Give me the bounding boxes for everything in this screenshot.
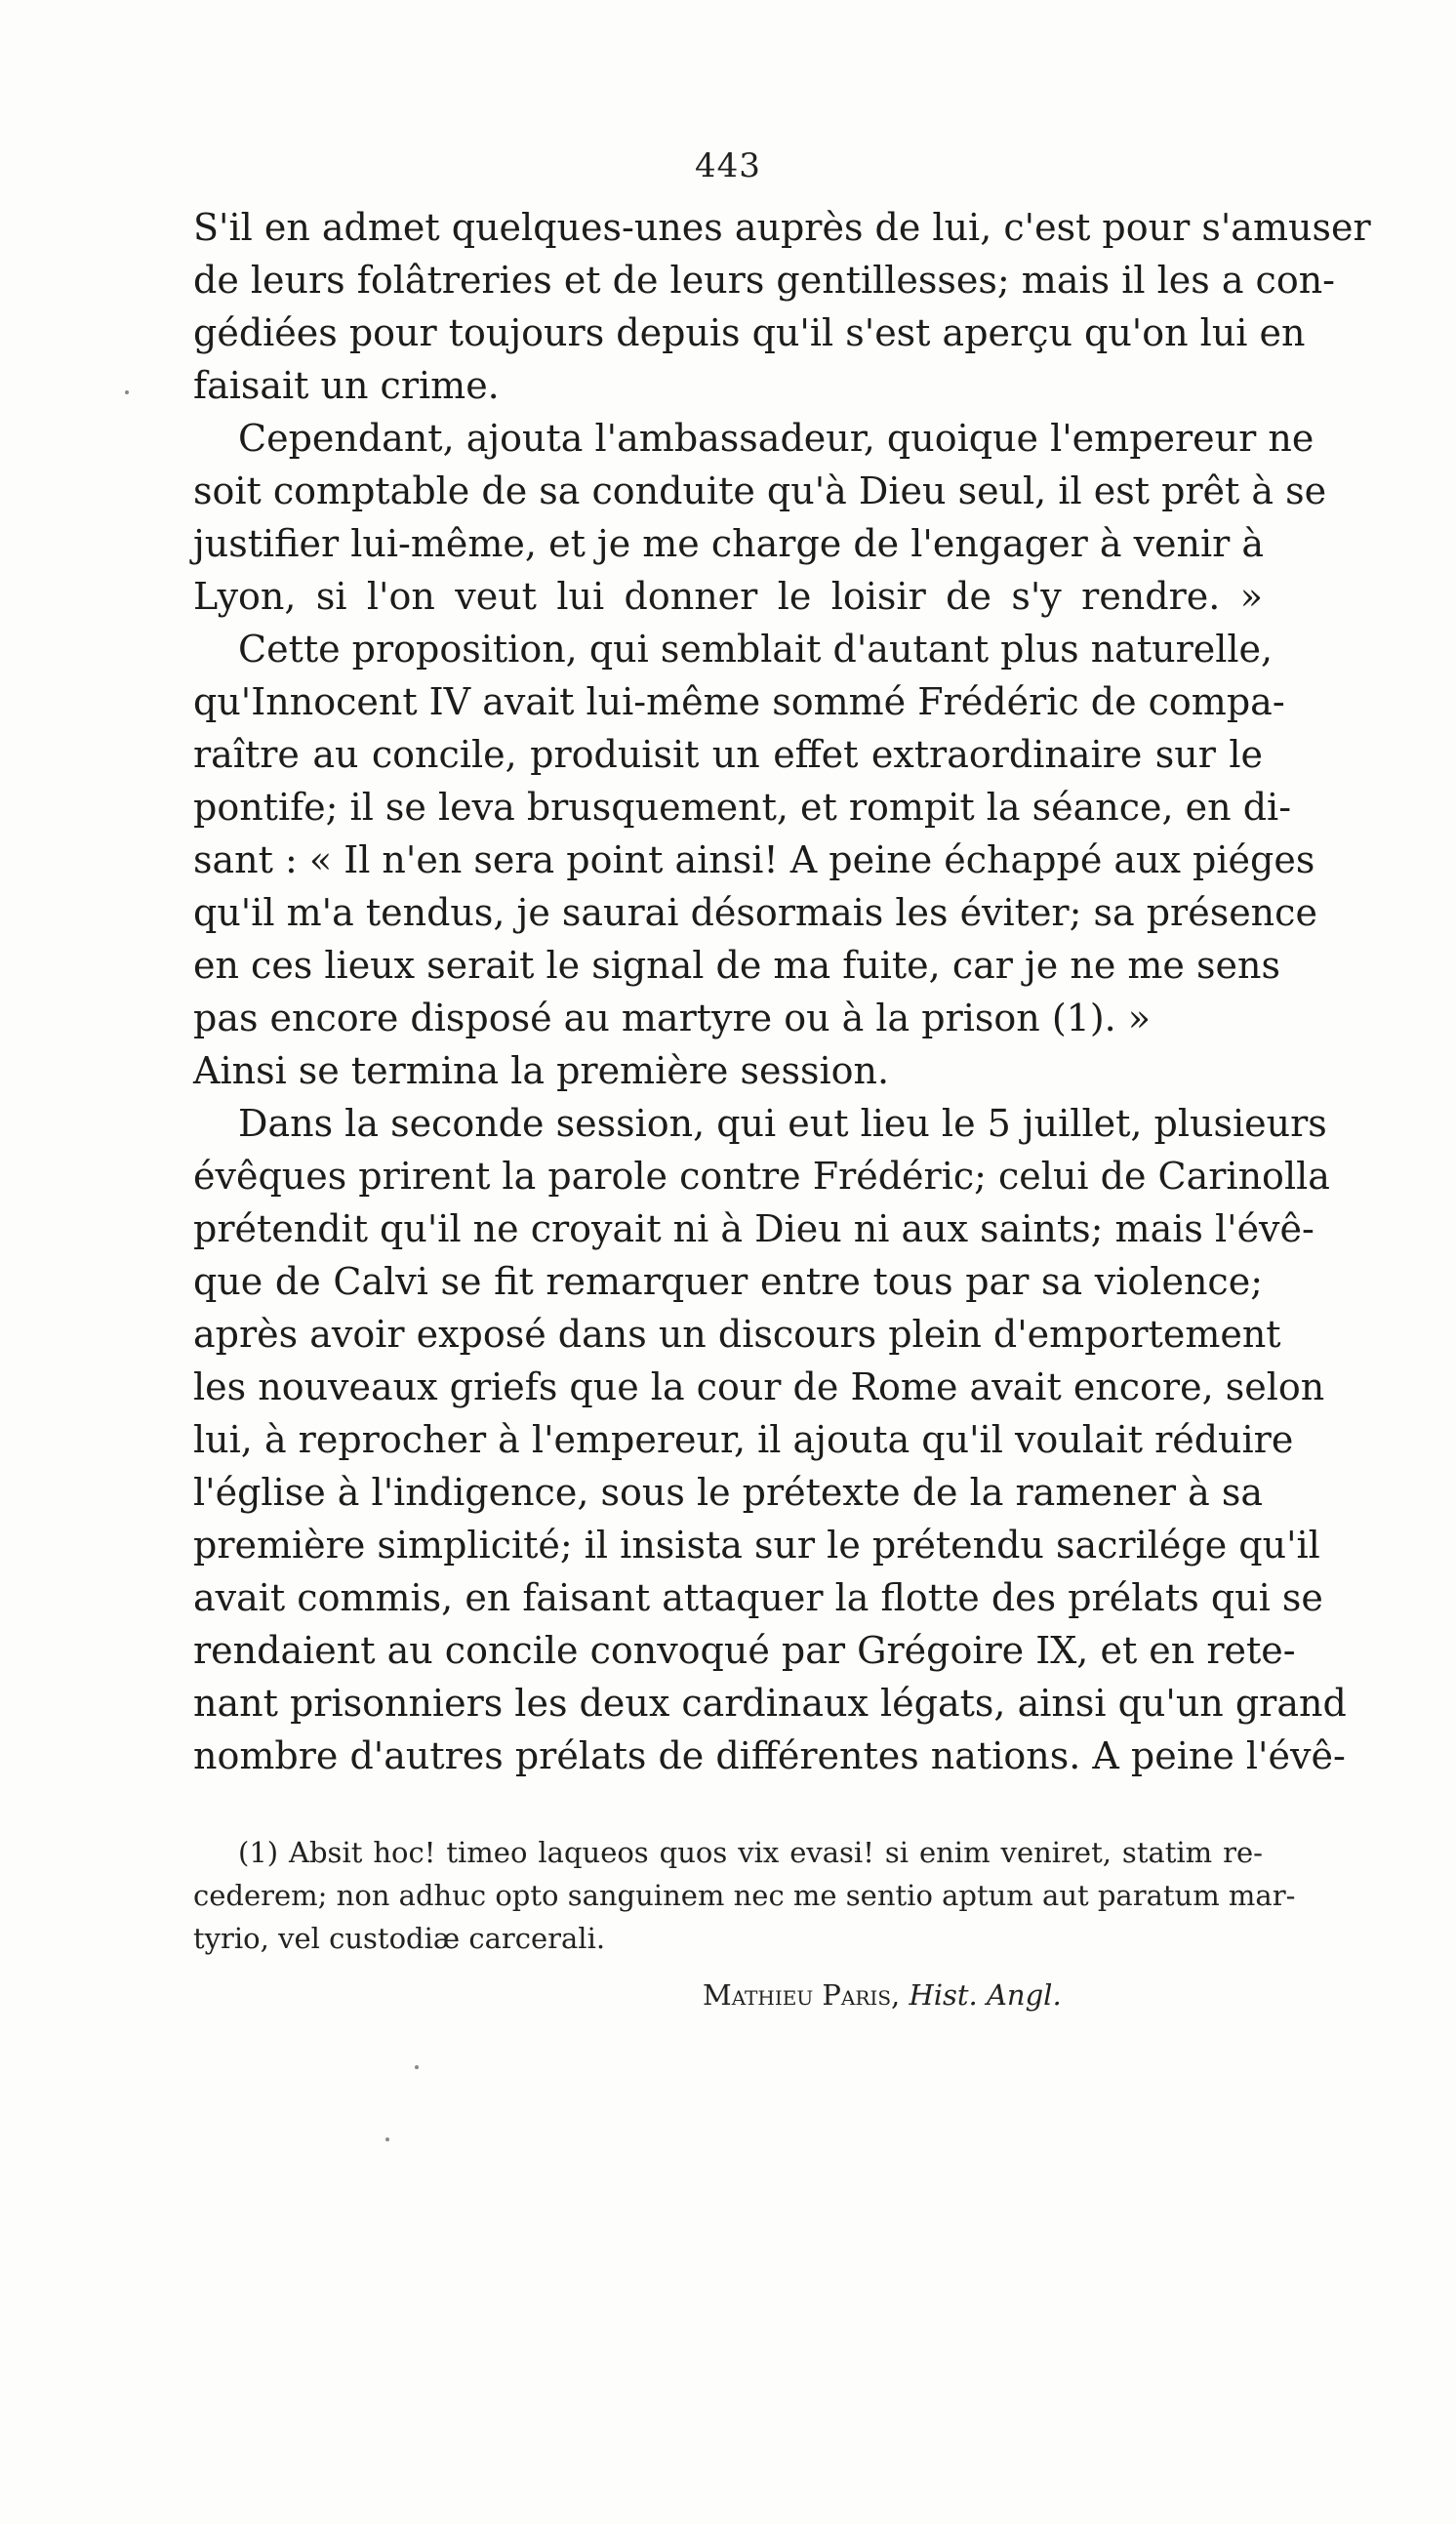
text-line: avait commis, en faisant attaquer la flotte des prélats qui se <box>193 1576 1323 1619</box>
text-line: que de Calvi se fit remarquer entre tous par sa violence; <box>193 1260 1263 1303</box>
text-line: lui, à reprocher à l'empereur, il ajouta qu'il voulait réduire <box>193 1418 1294 1461</box>
text-line: qu'il m'a tendus, je saurai désormais les éviter; sa présence <box>193 891 1317 934</box>
text-line: première simplicité; il insista sur le prétendu sacrilége qu'il <box>193 1524 1320 1567</box>
footnote-line: (1) Absit hoc! timeo laqueos quos vix evasi! si enim veniret, statim re- <box>238 1836 1263 1869</box>
text-line: rendaient au concile convoqué par Grégoire IX, et en rete- <box>193 1629 1296 1672</box>
footnote-line: tyrio, vel custodiæ carcerali. <box>193 1922 606 1955</box>
footnote-separator: , <box>891 1978 910 2012</box>
text-line: prétendit qu'il ne croyait ni à Dieu ni aux saints; mais l'évê- <box>193 1207 1314 1250</box>
text-line: pas encore disposé au martyre ou à la prison (1). » <box>193 997 1152 1039</box>
paper-speck <box>125 390 129 394</box>
footnote-signature <box>703 1974 1062 2016</box>
text-line: raître au concile, produisit un effet extraordinaire sur le <box>193 733 1263 776</box>
text-line: Dans la seconde session, qui eut lieu le 5 juillet, plusieurs <box>238 1102 1327 1145</box>
text-line: l'église à l'indigence, sous le prétexte de la ramener à sa <box>193 1471 1263 1514</box>
text-line: nant prisonniers les deux cardinaux légats, ainsi qu'un grand <box>193 1682 1347 1725</box>
text-line: gédiées pour toujours depuis qu'il s'est aperçu qu'on lui en <box>193 311 1306 354</box>
text-line: évêques prirent la parole contre Frédéric; celui de Carinolla <box>193 1155 1330 1198</box>
text-line: de leurs folâtreries et de leurs gentillesses; mais il les a con- <box>193 259 1336 302</box>
text-line: qu'Innocent IV avait lui-même sommé Frédéric de compa- <box>193 680 1285 723</box>
footnote-work: Hist. Angl. <box>909 1978 1062 2012</box>
text-line: Lyon, si l'on veut lui donner le loisir de s'y rendre. » <box>193 575 1263 618</box>
page-number: 443 <box>695 146 761 185</box>
text-line: en ces lieux serait le signal de ma fuite, car je ne me sens <box>193 944 1280 987</box>
text-line: nombre d'autres prélats de différentes nations. A peine l'évê- <box>193 1734 1346 1777</box>
text-line: Cependant, ajouta l'ambassadeur, quoique l'empereur ne <box>238 417 1314 460</box>
text-line: pontife; il se leva brusquement, et rompit la séance, en di- <box>193 786 1292 829</box>
text-line: soit comptable de sa conduite qu'à Dieu seul, il est prêt à se <box>193 469 1327 512</box>
footnote-author: Mathieu Paris <box>703 1978 892 2012</box>
text-line: après avoir exposé dans un discours plein d'emportement <box>193 1313 1281 1356</box>
footnote-line: cederem; non adhuc opto sanguinem nec me sentio aptum aut paratum mar- <box>193 1879 1296 1912</box>
text-line: Ainsi se termina la première session. <box>193 1049 890 1092</box>
text-line: S'il en admet quelques-unes auprès de lui, c'est pour s'amuser <box>193 206 1371 249</box>
text-line: les nouveaux griefs que la cour de Rome avait encore, selon <box>193 1365 1325 1408</box>
text-line: justifier lui-même, et je me charge de l'engager à venir à <box>193 522 1265 565</box>
text-line: faisait un crime. <box>193 364 500 407</box>
paper-speck <box>415 2065 419 2069</box>
text-line: Cette proposition, qui semblait d'autant plus naturelle, <box>238 628 1274 671</box>
paper-speck <box>385 2137 389 2141</box>
text-line: sant : « Il n'en sera point ainsi! A peine échappé aux piéges <box>193 838 1315 881</box>
